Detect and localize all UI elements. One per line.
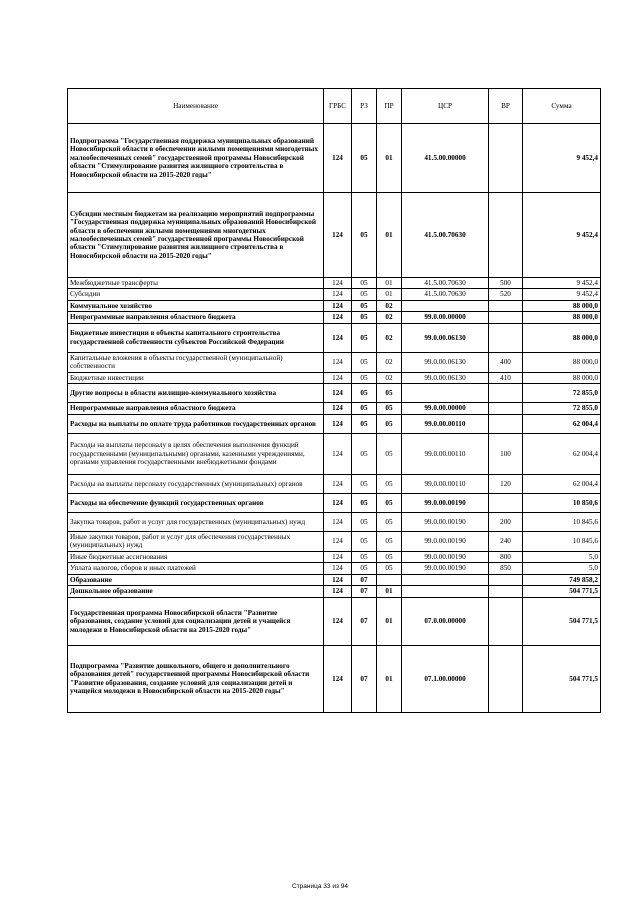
row-csr: 99.0.00.00000 xyxy=(402,403,489,414)
row-csr: 99.0.00.00190 xyxy=(402,563,489,574)
row-grbs: 124 xyxy=(324,512,352,531)
row-vr xyxy=(489,300,523,311)
row-grbs: 124 xyxy=(324,312,352,323)
row-name: Коммунальное хозяйство xyxy=(68,300,324,311)
row-sum: 5,0 xyxy=(523,563,601,574)
row-pr: 02 xyxy=(377,372,402,383)
row-sum: 72 855,0 xyxy=(523,403,601,414)
row-csr: 41.5.00.70630 xyxy=(402,278,489,289)
row-grbs: 124 xyxy=(324,597,352,645)
row-grbs: 124 xyxy=(324,531,352,551)
row-vr xyxy=(489,384,523,403)
row-vr: 120 xyxy=(489,474,523,493)
row-csr xyxy=(402,300,489,311)
row-name: Расходы на выплаты персоналу государственных (муниципальных) органов xyxy=(68,474,324,493)
row-name: Иные бюджетные ассигнования xyxy=(68,551,324,562)
table-row xyxy=(68,414,601,433)
row-rz: 05 xyxy=(352,474,377,493)
table-row xyxy=(68,289,601,300)
row-vr: 800 xyxy=(489,551,523,562)
row-sum: 88 000,0 xyxy=(523,300,601,311)
row-rz: 05 xyxy=(352,414,377,433)
table-row xyxy=(68,433,601,474)
row-csr: 99.0.00.06130 xyxy=(402,352,489,372)
row-pr: 05 xyxy=(377,414,402,433)
row-pr: 05 xyxy=(377,551,402,562)
row-pr: 01 xyxy=(377,645,402,712)
row-pr: 01 xyxy=(377,289,402,300)
header-name: Наименование xyxy=(68,89,324,124)
row-vr xyxy=(489,124,523,193)
table-row xyxy=(68,300,601,311)
row-grbs: 124 xyxy=(324,414,352,433)
row-rz: 05 xyxy=(352,300,377,311)
row-name: Иные закупки товаров, работ и услуг для обеспечения государственных (муниципальных) нужд xyxy=(68,531,324,551)
row-name: Подпрограмма "Развитие дошкольного, общего и дополнительного образования детей" государственной программы Новосибирской области "Развитие образования, создание условий для социализации детей и учащейся молодежи в Новосибирской области на 2015-2020 годы" xyxy=(68,645,324,712)
header-csr: ЦСР xyxy=(402,89,489,124)
row-vr xyxy=(489,323,523,352)
row-grbs: 124 xyxy=(324,645,352,712)
row-pr: 02 xyxy=(377,352,402,372)
row-vr xyxy=(489,493,523,512)
row-pr: 01 xyxy=(377,193,402,278)
table-body xyxy=(68,124,601,713)
row-name: Образование xyxy=(68,574,324,585)
row-vr xyxy=(489,586,523,597)
row-csr: 99.0.00.00190 xyxy=(402,493,489,512)
row-rz: 05 xyxy=(352,124,377,193)
row-pr: 05 xyxy=(377,474,402,493)
row-grbs: 124 xyxy=(324,551,352,562)
row-csr xyxy=(402,586,489,597)
row-grbs: 124 xyxy=(324,493,352,512)
table-row xyxy=(68,278,601,289)
header-pr: ПР xyxy=(377,89,402,124)
row-grbs: 124 xyxy=(324,278,352,289)
row-grbs: 124 xyxy=(324,563,352,574)
row-grbs: 124 xyxy=(324,300,352,311)
row-sum: 72 855,0 xyxy=(523,384,601,403)
row-vr xyxy=(489,193,523,278)
table-row xyxy=(68,403,601,414)
row-csr: 99.0.00.00000 xyxy=(402,312,489,323)
row-name: Непрограммные направления областного бюджета xyxy=(68,312,324,323)
row-name: Закупка товаров, работ и услуг для государственных (муниципальных) нужд xyxy=(68,512,324,531)
row-pr: 05 xyxy=(377,563,402,574)
row-vr xyxy=(489,597,523,645)
row-grbs: 124 xyxy=(324,372,352,383)
row-csr xyxy=(402,384,489,403)
table-header-row xyxy=(68,89,601,124)
row-csr: 99.0.00.00110 xyxy=(402,474,489,493)
row-sum: 62 004,4 xyxy=(523,414,601,433)
row-name: Другие вопросы в области жилищно-коммунального хозяйства xyxy=(68,384,324,403)
row-name: Межбюджетные трансферты xyxy=(68,278,324,289)
row-vr: 240 xyxy=(489,531,523,551)
row-vr xyxy=(489,403,523,414)
row-rz: 07 xyxy=(352,645,377,712)
row-pr: 01 xyxy=(377,278,402,289)
row-rz: 05 xyxy=(352,289,377,300)
row-rz: 05 xyxy=(352,531,377,551)
table-row xyxy=(68,323,601,352)
table-row xyxy=(68,124,601,193)
table-row xyxy=(68,493,601,512)
page-number: Страница 33 из 94 xyxy=(292,883,348,890)
row-sum: 88 000,0 xyxy=(523,372,601,383)
row-pr: 01 xyxy=(377,586,402,597)
row-grbs: 124 xyxy=(324,574,352,585)
row-rz: 05 xyxy=(352,193,377,278)
row-rz: 05 xyxy=(352,384,377,403)
row-pr: 05 xyxy=(377,512,402,531)
row-name: Субсидии местным бюджетам на реализацию мероприятий подпрограммы "Государственная поддержка муниципальных образований Новосибирской области в обеспечении жилыми помещениями многодетных малообеспеченных семей" государственной программы Новосибирской области "Стимулирование развития жилищного строительства в Новосибирской области на 2015-2020 годы" xyxy=(68,193,324,278)
row-grbs: 124 xyxy=(324,403,352,414)
row-vr: 500 xyxy=(489,278,523,289)
header-sum: Сумма xyxy=(523,89,601,124)
row-grbs: 124 xyxy=(324,433,352,474)
row-pr: 02 xyxy=(377,300,402,311)
row-vr xyxy=(489,574,523,585)
row-sum: 10 845,6 xyxy=(523,512,601,531)
row-grbs: 124 xyxy=(324,474,352,493)
row-rz: 05 xyxy=(352,312,377,323)
row-grbs: 124 xyxy=(324,384,352,403)
row-sum: 62 004,4 xyxy=(523,474,601,493)
row-csr: 07.1.00.00000 xyxy=(402,645,489,712)
row-grbs: 124 xyxy=(324,352,352,372)
row-pr: 05 xyxy=(377,384,402,403)
table-row xyxy=(68,312,601,323)
row-rz: 05 xyxy=(352,551,377,562)
row-sum: 88 000,0 xyxy=(523,352,601,372)
row-rz: 05 xyxy=(352,563,377,574)
row-name: Субсидии xyxy=(68,289,324,300)
header-rz: РЗ xyxy=(352,89,377,124)
row-sum: 62 004,4 xyxy=(523,433,601,474)
row-name: Расходы на выплаты по оплате труда работников государственных органов xyxy=(68,414,324,433)
row-grbs: 124 xyxy=(324,193,352,278)
table-row xyxy=(68,586,601,597)
row-rz: 05 xyxy=(352,493,377,512)
row-name: Дошкольное образование xyxy=(68,586,324,597)
table-row xyxy=(68,384,601,403)
table-row xyxy=(68,574,601,585)
row-rz: 05 xyxy=(352,512,377,531)
row-grbs: 124 xyxy=(324,586,352,597)
row-sum: 504 771,5 xyxy=(523,645,601,712)
row-name: Подпрограмма "Государственная поддержка муниципальных образований Новосибирской области в обеспечении жилыми помещениями многодетных малообеспеченных семей" государственной программы Новосибирской области "Стимулирование развития жилищного строительства в Новосибирской области на 2015-2020 годы" xyxy=(68,124,324,193)
row-vr xyxy=(489,645,523,712)
row-vr: 100 xyxy=(489,433,523,474)
row-vr: 200 xyxy=(489,512,523,531)
row-vr xyxy=(489,414,523,433)
table-row xyxy=(68,551,601,562)
row-grbs: 124 xyxy=(324,289,352,300)
row-vr: 850 xyxy=(489,563,523,574)
row-csr: 99.0.00.06130 xyxy=(402,323,489,352)
row-pr: 05 xyxy=(377,433,402,474)
row-sum: 88 000,0 xyxy=(523,323,601,352)
row-grbs: 124 xyxy=(324,323,352,352)
row-vr: 520 xyxy=(489,289,523,300)
row-rz: 07 xyxy=(352,574,377,585)
row-csr: 99.0.00.06130 xyxy=(402,372,489,383)
row-name: Расходы на обеспечение функций государственных органов xyxy=(68,493,324,512)
row-sum: 9 452,4 xyxy=(523,193,601,278)
row-sum: 504 771,5 xyxy=(523,597,601,645)
row-name: Расходы на выплаты персоналу в целях обеспечения выполнения функций государственными (муниципальными) органами, казенными учреждениями, органами управления государственными внебюджетными фондами xyxy=(68,433,324,474)
row-name: Непрограммные направления областного бюджета xyxy=(68,403,324,414)
row-sum: 10 845,6 xyxy=(523,531,601,551)
table-row xyxy=(68,645,601,712)
header-grbs: ГРБС xyxy=(324,89,352,124)
row-csr: 99.0.00.00190 xyxy=(402,531,489,551)
table-row xyxy=(68,193,601,278)
row-sum: 749 858,2 xyxy=(523,574,601,585)
row-vr: 410 xyxy=(489,372,523,383)
row-vr xyxy=(489,312,523,323)
row-pr: 01 xyxy=(377,124,402,193)
header-vr: ВР xyxy=(489,89,523,124)
table-row xyxy=(68,512,601,531)
row-pr: 02 xyxy=(377,312,402,323)
row-csr xyxy=(402,574,489,585)
table-row xyxy=(68,597,601,645)
row-csr: 07.0.00.00000 xyxy=(402,597,489,645)
row-rz: 07 xyxy=(352,597,377,645)
row-name: Государственная программа Новосибирской области "Развитие образования, создание условий для социализации детей и учащейся молодежи в Новосибирской области на 2015-2020 годы" xyxy=(68,597,324,645)
row-csr: 99.0.00.00110 xyxy=(402,433,489,474)
row-rz: 05 xyxy=(352,352,377,372)
row-vr: 400 xyxy=(489,352,523,372)
row-pr: 05 xyxy=(377,531,402,551)
row-sum: 88 000,0 xyxy=(523,312,601,323)
table-row xyxy=(68,474,601,493)
table-row xyxy=(68,531,601,551)
row-rz: 05 xyxy=(352,372,377,383)
budget-table xyxy=(67,88,601,713)
row-name: Капитальные вложения в объекты государственной (муниципальной) собственности xyxy=(68,352,324,372)
row-pr: 01 xyxy=(377,597,402,645)
row-name: Уплата налогов, сборов и иных платежей xyxy=(68,563,324,574)
row-csr: 41.5.00.70630 xyxy=(402,289,489,300)
row-name: Бюджетные инвестиции в объекты капитального строительства государственной собственности субъектов Российской Федерации xyxy=(68,323,324,352)
row-rz: 05 xyxy=(352,403,377,414)
row-pr: 02 xyxy=(377,323,402,352)
row-sum: 10 850,6 xyxy=(523,493,601,512)
row-sum: 9 452,4 xyxy=(523,278,601,289)
row-pr xyxy=(377,574,402,585)
row-csr: 41.5.00.70630 xyxy=(402,193,489,278)
table-row xyxy=(68,352,601,372)
row-csr: 99.0.00.00190 xyxy=(402,512,489,531)
row-sum: 9 452,4 xyxy=(523,124,601,193)
row-csr: 99.0.00.00110 xyxy=(402,414,489,433)
table-row xyxy=(68,563,601,574)
row-rz: 07 xyxy=(352,586,377,597)
row-rz: 05 xyxy=(352,278,377,289)
row-rz: 05 xyxy=(352,323,377,352)
row-sum: 9 452,4 xyxy=(523,289,601,300)
row-name: Бюджетные инвестиции xyxy=(68,372,324,383)
row-csr: 99.0.00.00190 xyxy=(402,551,489,562)
row-sum: 5,0 xyxy=(523,551,601,562)
row-grbs: 124 xyxy=(324,124,352,193)
row-csr: 41.5.00.00000 xyxy=(402,124,489,193)
table-row xyxy=(68,372,601,383)
row-rz: 05 xyxy=(352,433,377,474)
row-sum: 504 771,5 xyxy=(523,586,601,597)
row-pr: 05 xyxy=(377,493,402,512)
row-pr: 05 xyxy=(377,403,402,414)
